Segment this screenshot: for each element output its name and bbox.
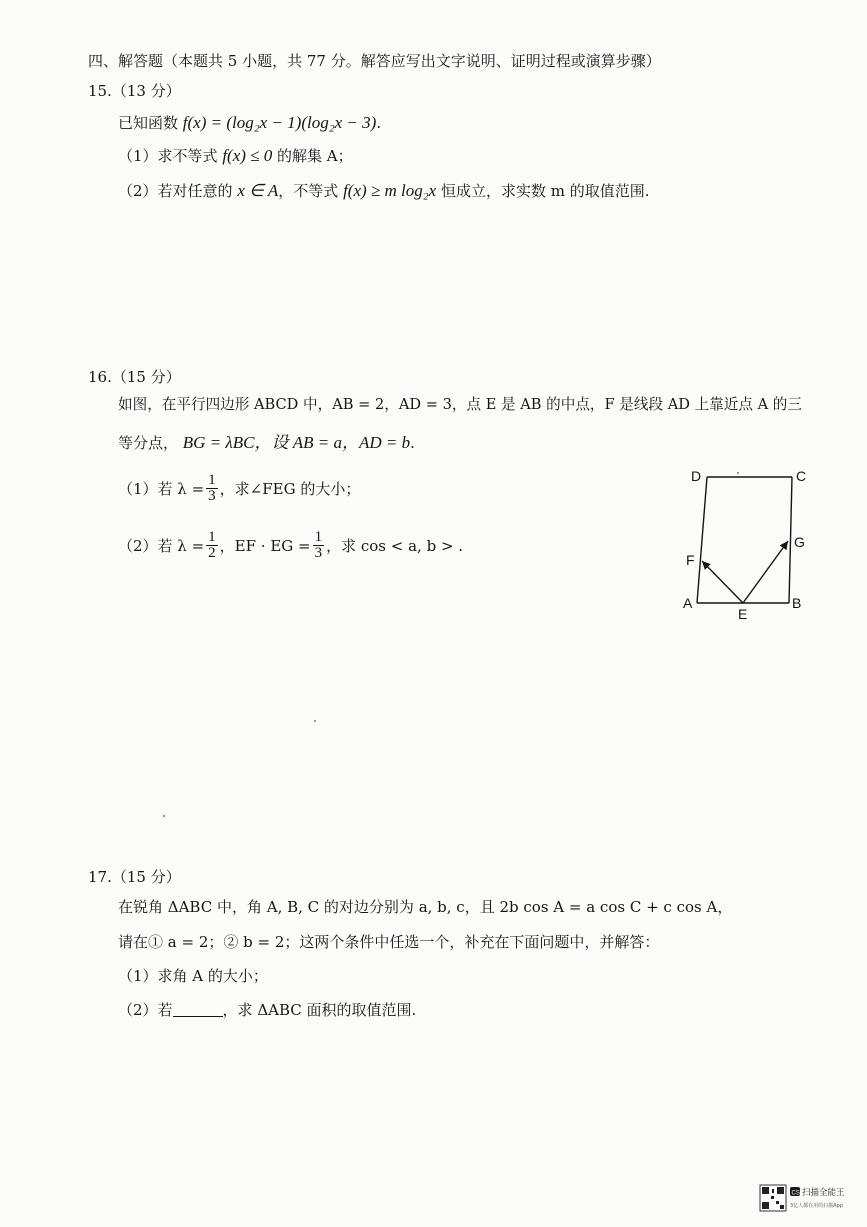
frac-den: 2 <box>208 544 216 561</box>
vector-eg <box>743 541 788 603</box>
scan-speck <box>737 472 739 474</box>
edge-cb <box>789 477 792 603</box>
brand-text: 扫描全能王 <box>802 1188 845 1198</box>
q15-part2-math1: x ∈ A <box>237 181 279 200</box>
q16-part1-suffix: ，求∠FEG 的大小； <box>219 479 361 498</box>
q16-line2: 等分点， BG = λBC，设 AB = a，AD = b. <box>118 433 415 452</box>
q15-part1-math: f(x) ≤ 0 <box>222 146 273 165</box>
vector-ef <box>702 561 743 603</box>
q16-line2-math: BG = λBC，设 AB = a，AD = b <box>182 433 411 452</box>
q16-part2-mid: ，EF · EG = <box>219 536 311 555</box>
frac-num: 1 <box>208 471 216 488</box>
q17-line2: 请在① a = 2；② b = 2；这两个条件中任选一个，补充在下面问题中，并解答： <box>118 933 660 951</box>
q16-part2 <box>118 525 463 565</box>
q17-part1: （1）求角 A 的大小； <box>118 967 268 985</box>
q17-part2-suffix: ，求 ΔABC 面积的取值范围. <box>222 1001 417 1019</box>
frac-num: 1 <box>208 528 216 545</box>
qr-code-icon <box>758 1183 862 1219</box>
q15-part1-suffix: 的解集 A； <box>277 147 353 165</box>
q15-function: f(x) = (log₂x − 1)(log₂x − 3) <box>182 113 377 132</box>
q16-part2-fraction-lambda <box>206 530 218 561</box>
q15-part2-prefix: （2）若对任意的 <box>118 182 233 200</box>
q16-part1-fraction <box>206 473 218 504</box>
q15-part2-mid: ，不等式 <box>278 182 339 200</box>
q16-part2-suffix: ，求 cos < a, b > . <box>326 536 464 555</box>
q17-part2 <box>118 999 416 1020</box>
frac-den: 3 <box>208 487 216 504</box>
label-a: A <box>683 595 693 611</box>
q17-line1: 在锐角 ΔABC 中，角 A, B, C 的对边分别为 a, b, c，且 2b cos A = a cos C + c cos A， <box>118 898 733 916</box>
q15-part2-suffix: 恒成立，求实数 m 的取值范围. <box>440 182 650 200</box>
scan-speck <box>163 815 165 817</box>
section-heading: 四、解答题（本题共 5 小题，共 77 分。解答应写出文字说明、证明过程或演算步骤） <box>88 52 661 70</box>
q17-part2-prefix: （2）若 <box>118 1001 173 1019</box>
label-c: C <box>796 468 807 484</box>
q15-part1 <box>118 145 353 166</box>
q15-part2-math2: f(x) ≥ m log₂x <box>343 181 437 200</box>
brand-subtext: 3亿人都在用的扫描App <box>790 1203 843 1209</box>
label-b: B <box>792 595 802 611</box>
q17-number: 17.（15 分） <box>88 868 181 886</box>
label-d: D <box>691 468 702 484</box>
svg-text:CS: CS <box>791 1190 800 1197</box>
label-e: E <box>738 606 748 622</box>
parallelogram-figure <box>675 460 815 630</box>
q15-part2 <box>118 180 650 201</box>
q15-number: 15.（13 分） <box>88 82 181 100</box>
frac-num: 1 <box>314 528 323 545</box>
q16-number: 16.（15 分） <box>88 368 181 386</box>
answer-blank <box>173 1002 223 1017</box>
q15-part1-prefix: （1）求不等式 <box>118 147 218 165</box>
q16-part2-prefix: （2）若 λ = <box>118 536 205 555</box>
q16-part1 <box>118 468 360 508</box>
q16-part1-prefix: （1）若 λ = <box>118 479 205 498</box>
q15-intro-prefix: 已知函数 <box>118 114 179 132</box>
q16-line1: 如图，在平行四边形 ABCD 中，AB = 2，AD = 3，点 E 是 AB 的中点，F 是线段 AD 上靠近点 A 的三 <box>118 396 802 413</box>
q16-line2-prefix: 等分点， <box>118 434 179 452</box>
scanner-watermark <box>758 1183 862 1219</box>
scan-speck <box>314 720 316 722</box>
label-f: F <box>686 552 695 568</box>
edge-ad <box>697 477 707 603</box>
q15-intro: 已知函数 f(x) = (log₂x − 1)(log₂x − 3). <box>118 113 382 132</box>
frac-den: 3 <box>314 544 323 561</box>
label-g: G <box>794 534 805 550</box>
q16-part2-fraction-dot <box>313 530 325 561</box>
